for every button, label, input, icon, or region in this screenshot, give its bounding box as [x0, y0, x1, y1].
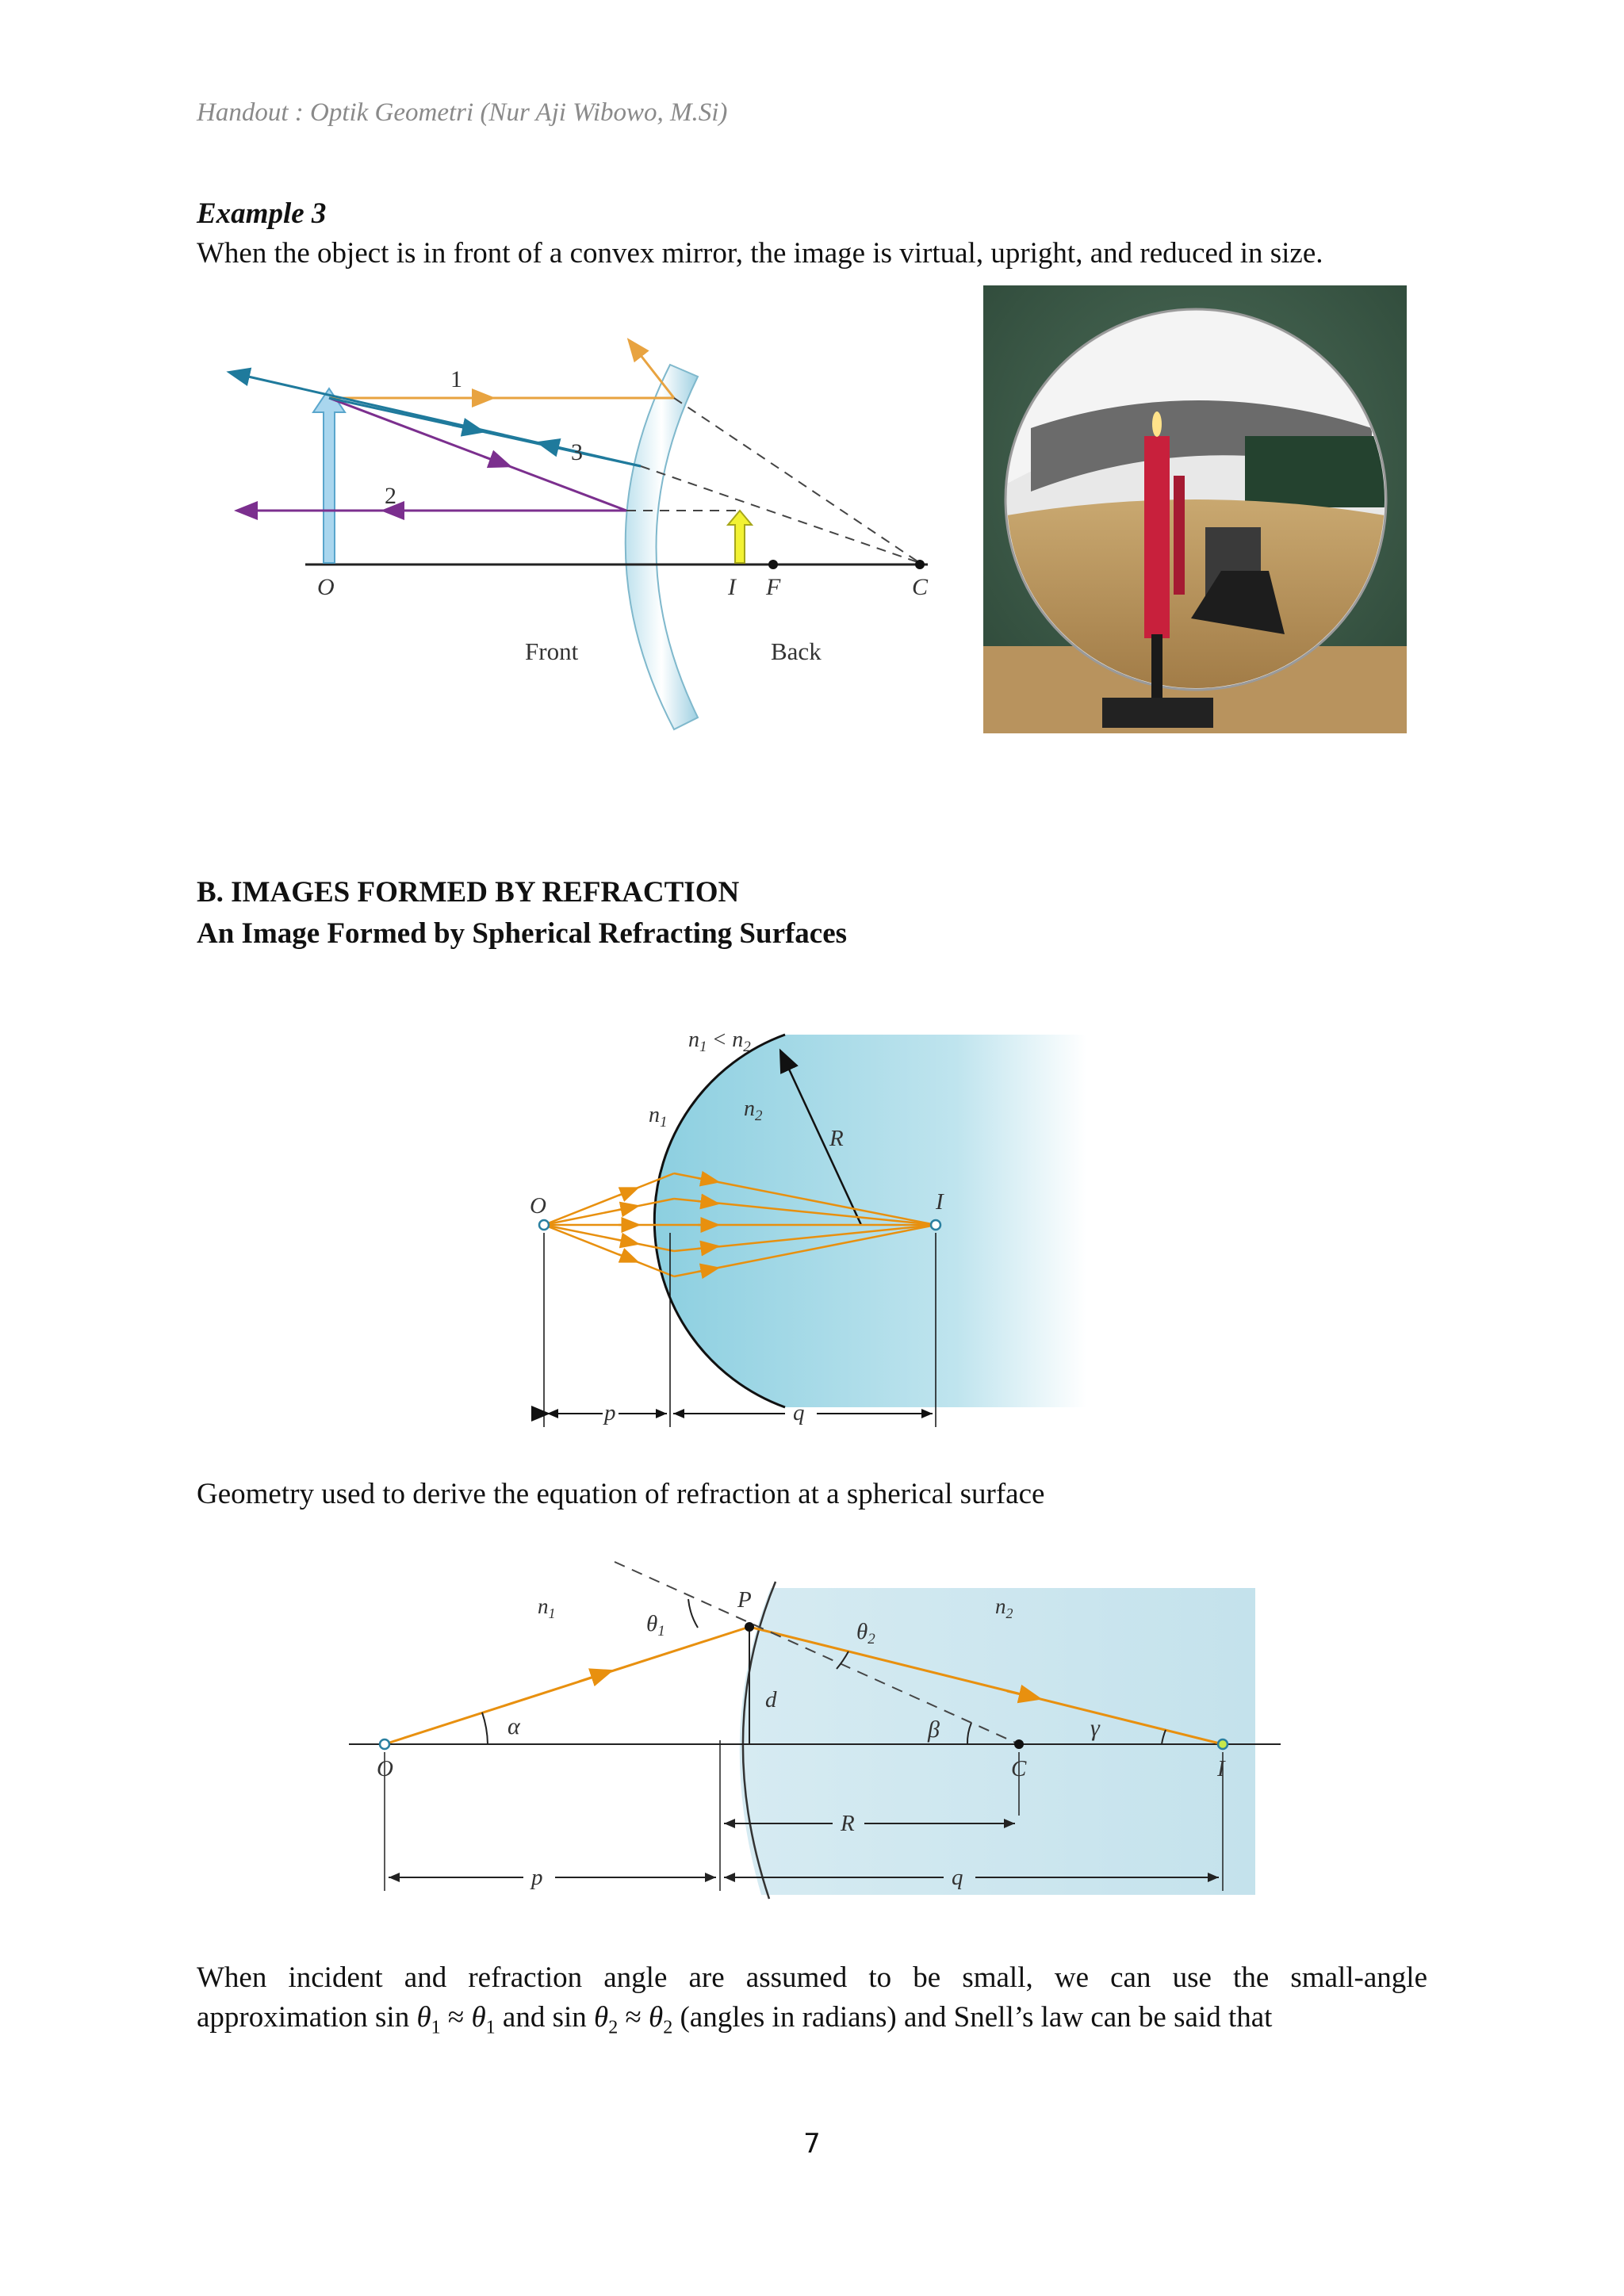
glass-medium [654, 1035, 1086, 1407]
condition-label: $n_1 < n_2$ [688, 1027, 751, 1055]
n2-label: $n_2$ [744, 1096, 763, 1124]
back-label: Back [771, 637, 822, 665]
theta1-arc [688, 1599, 698, 1628]
ray-1-extension [674, 398, 920, 563]
theta2-label: $\theta_2$ [856, 1619, 875, 1647]
object-label: O [317, 574, 335, 600]
object-point [380, 1739, 389, 1749]
convex-mirror-photo [983, 285, 1407, 733]
center-point [915, 560, 925, 569]
object-label: O [530, 1193, 546, 1219]
center-label: C [912, 574, 929, 600]
center-point [1014, 1739, 1024, 1749]
convex-mirror [626, 365, 698, 729]
image-arrow [728, 511, 752, 563]
ray-3-extension [641, 466, 920, 563]
q-label: q [952, 1865, 963, 1890]
radius-label: R [829, 1126, 844, 1151]
p-label: p [604, 1400, 616, 1425]
candle-stand [1102, 698, 1213, 728]
front-label: Front [525, 637, 579, 665]
image-point [931, 1220, 940, 1230]
example-description: When the object is in front of a convex mirror, the image is virtual, upright, and reduced in size. [197, 237, 1323, 270]
example-title: Example 3 [197, 197, 327, 230]
ray-label-1: 1 [450, 366, 462, 392]
glass-medium [740, 1588, 1255, 1895]
refraction-surface-diagram [515, 1019, 1086, 1443]
alpha-arc [482, 1712, 488, 1744]
image-label: I [936, 1189, 944, 1215]
ray-label-3: 3 [571, 439, 583, 465]
refraction-geometry-diagram [341, 1550, 1293, 1903]
d-label: d [765, 1687, 777, 1712]
object-arrow [313, 388, 345, 563]
gamma-label: γ [1090, 1715, 1100, 1741]
theta1-label: $\theta_1$ [646, 1611, 665, 1640]
ray-label-2: 2 [385, 483, 396, 509]
paragraph-line-2: approximation $\sin \theta_1 \approx \theta_1$ and $\sin \theta_2 \approx \theta_2$ (angles in radians) and Snell’s law can be said that [197, 2001, 1273, 2038]
q-label: q [793, 1400, 805, 1425]
image-label: I [1217, 1756, 1225, 1781]
paragraph-line-1: When incident and refraction angle are assumed to be small, we can use the small-angle [197, 1961, 1427, 1994]
section-b-title: B. IMAGES FORMED BY REFRACTION [197, 876, 740, 909]
page-number: 7 [803, 2128, 821, 2160]
n2-label: $n_2$ [995, 1594, 1013, 1621]
candle [1144, 436, 1170, 638]
beta-label: β [928, 1716, 940, 1743]
convex-mirror-diagram [222, 333, 952, 745]
object-point [539, 1220, 549, 1230]
section-b-subtitle: An Image Formed by Spherical Refracting Surfaces [197, 917, 848, 950]
p-label: p [531, 1865, 543, 1890]
n1-label: $n_1$ [649, 1103, 668, 1131]
alpha-label: α [508, 1713, 520, 1739]
incident-ray [385, 1627, 749, 1744]
r-label: R [841, 1811, 855, 1836]
object-label: O [377, 1756, 393, 1781]
geometry-caption: Geometry used to derive the equation of refraction at a spherical surface [197, 1478, 1045, 1510]
image-point [1218, 1739, 1228, 1749]
candle-flame [1152, 411, 1162, 437]
focal-point [768, 560, 778, 569]
page-header: Handout : Optik Geometri (Nur Aji Wibowo, M.Si) [197, 98, 728, 127]
center-label: C [1011, 1756, 1027, 1781]
point-p-label: P [737, 1587, 752, 1613]
n1-label: $n_1$ [538, 1594, 556, 1621]
point-p [745, 1622, 754, 1632]
focus-label: F [766, 574, 781, 600]
image-label: I [728, 574, 736, 600]
